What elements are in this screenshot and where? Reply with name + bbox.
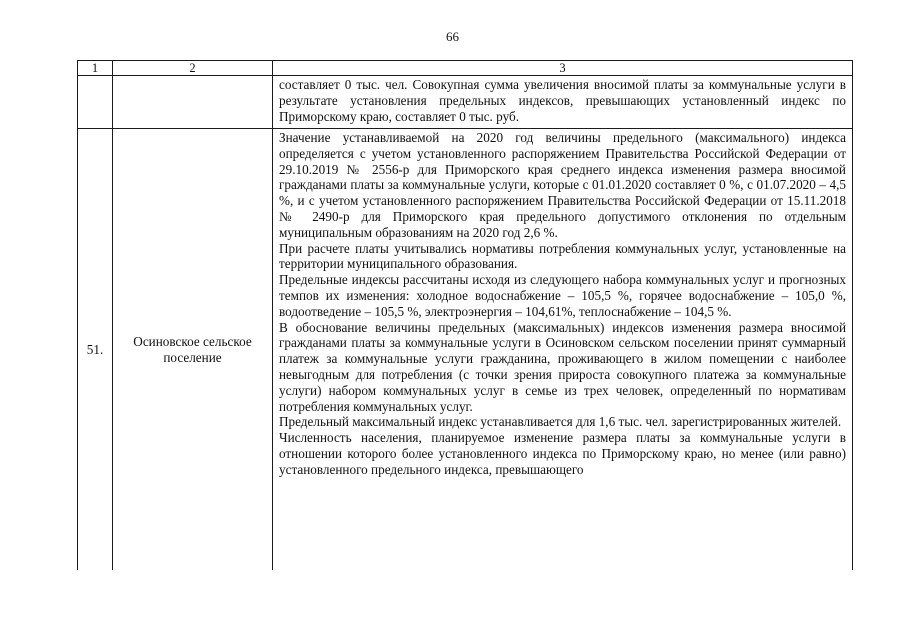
municipality-name-cell — [113, 76, 273, 129]
table-row-51 — [78, 129, 853, 571]
description-paragraph: Значение устанавливаемой на 2020 год величины предельного (максимального) индекса определяется с учетом установленного распоряжением Правительства Российской Федерации от 29.10.2019 № 2556-р для Приморского края среднего индекса изменения размера вносимой гражданами платы за коммунальные услуги, которые с 01.01.2020 составляет 0 %, с 01.07.2020 – 4,5 %, и с учетом установленного распоряжением Правительства Российской Федерации от 15.11.2018 № 2490-р для Приморского края предельного допустимого отклонения по отдельным муниципальным образованиям на 2020 год 2,6 %. — [279, 130, 846, 240]
description-cell — [273, 76, 853, 129]
table-row-continuation — [78, 76, 853, 129]
table-header-row — [78, 61, 853, 76]
row-number-cell — [78, 76, 113, 129]
municipality-name-cell: Осиновское сельское поселение — [113, 129, 273, 571]
row-number-cell: 51. — [78, 129, 113, 571]
description-paragraph: В обоснование величины предельных (максимальных) индексов изменения размера вносимой гражданами платы за коммунальные услуги в Осиновском сельском поселении принят суммарный платеж за коммунальные услуги гражданина, проживающего в жилом помещении с наиболее невыгодным для потребления (с точки зрения прироста совокупного платежа за коммунальные услуги) набором коммунальных услуг в семье из трех человек, определенный по нормативам потребления коммунальных услуг. — [279, 319, 846, 414]
description-paragraph: Предельные индексы рассчитаны исходя из следующего набора коммунальных услуг и прогнозных темпов их изменения: холодное водоснабжение – 105,5 %, горячее водоснабжение – 105,0 %, водоотведение – 105,5 %, электроэнергия – 104,61%, теплоснабжение – 104,5 %. — [279, 272, 846, 319]
description-paragraph: Численность населения, планируемое изменение размера платы за коммунальные услуги в отношении которого более установленного индекса по Приморскому краю, но менее (или равно) установленного предельного индекса, превышающего — [279, 430, 846, 477]
header-cell-3: 3 — [273, 61, 853, 76]
description-paragraph: При расчете платы учитывались нормативы потребления коммунальных услуг, установленные на территории муниципального образования. — [279, 240, 846, 272]
page-number: 66 — [446, 29, 459, 44]
description-paragraph: составляет 0 тыс. чел. Совокупная сумма увеличения вносимой платы за коммунальные услуги в результате установления предельных индексов, превышающих установленный индекс по Приморскому краю, составляет 0 тыс. руб. — [279, 77, 846, 124]
header-cell-2: 2 — [113, 61, 273, 76]
indices-table — [77, 60, 853, 570]
description-paragraph: Предельный максимальный индекс устанавливается для 1,6 тыс. чел. зарегистрированных жителей. — [279, 414, 842, 430]
description-cell — [273, 129, 853, 571]
header-cell-1: 1 — [78, 61, 113, 76]
